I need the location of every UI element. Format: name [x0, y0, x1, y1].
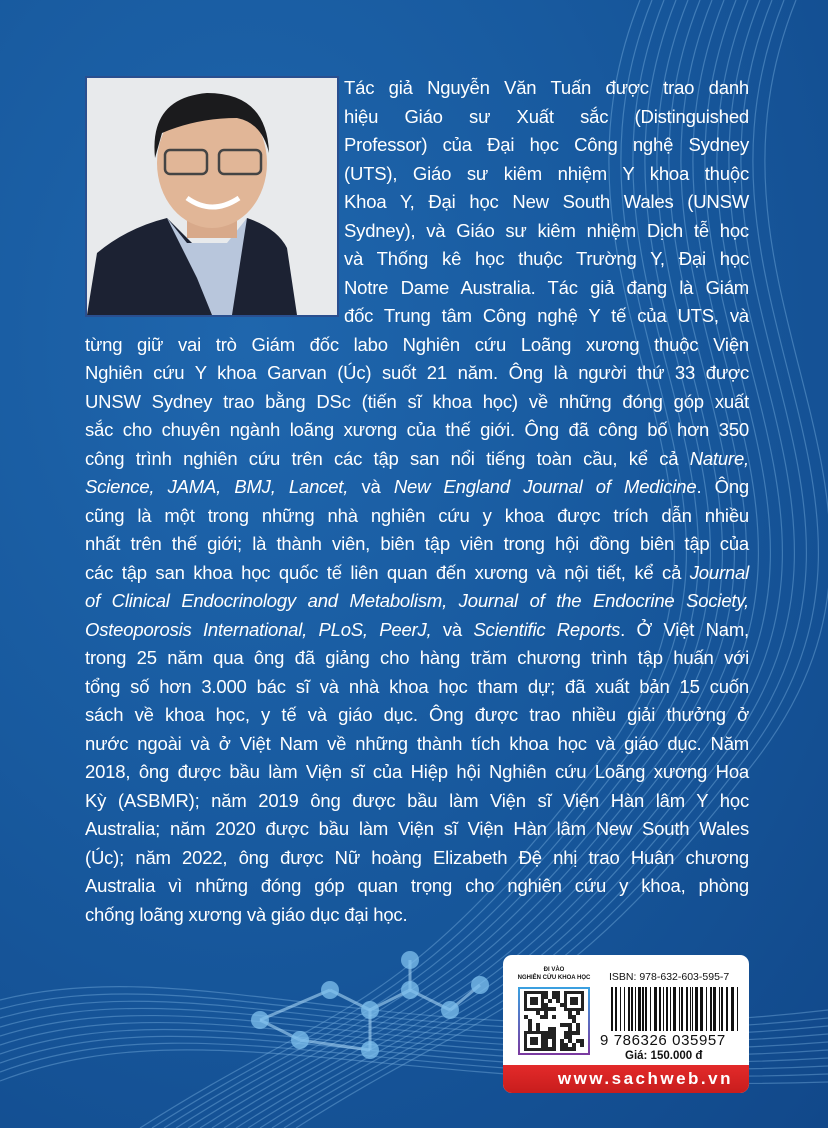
bio-text: sách về khoa học, y tế và giáo dục. Ông được trao nhiều giải thưởng ở [85, 704, 749, 725]
bio-line [85, 844, 749, 873]
bio-line [85, 730, 749, 759]
bio-line [85, 815, 749, 844]
molecule-node [361, 1041, 379, 1059]
bio-text: cũng là một trong những nhà nghiên cứu y khoa được trích dẫn nhiều [85, 504, 749, 526]
bio-text: đốc Trung tâm Công nghệ Y tế của UTS, và [344, 305, 749, 326]
bio-line [85, 787, 749, 816]
qr-caption [511, 966, 597, 982]
bio-line [344, 217, 749, 246]
qr-caption-line: NGHIÊN CỨU KHOA HỌC [517, 975, 591, 981]
isbn: ISBN: 978-632-603-595-7 [609, 971, 730, 983]
bio-text: Australia; năm 2020 được bầu làm Viện sĩ Viện Hàn lâm New South Wales [85, 818, 749, 839]
bio-text: Professor) của Đại học Công nghệ Sydney [344, 134, 749, 155]
bio-line [85, 331, 749, 360]
bio-italic-text: Nature, [689, 447, 749, 469]
bio-line [85, 872, 749, 901]
bio-text: nhất trên thế giới; là thành viên, biên tập viên trong hội đồng biên tập của [85, 533, 749, 554]
qr-code[interactable] [518, 987, 590, 1055]
bio-line [344, 274, 749, 303]
molecule-node [361, 1001, 379, 1019]
bio-line [344, 245, 749, 274]
bio-italic-text: Osteoporosis International, PLoS, PeerJ, [85, 618, 432, 640]
bio-line [85, 701, 749, 730]
bio-text: Khoa Y, Đại học New South Wales (UNSW [344, 191, 749, 212]
bio-line [85, 473, 749, 502]
molecule-node [251, 1011, 269, 1029]
bio-line [85, 673, 749, 702]
bio-text: 2018, ông được bầu làm Viện sĩ của Hiệp hội Nghiên cứu Loãng xương Hoa [85, 761, 749, 782]
barcode [611, 987, 741, 1031]
bio-line [85, 445, 749, 474]
bio-italic-text: Science, JAMA, BMJ, Lancet, [85, 476, 349, 497]
website-strip [503, 1065, 749, 1093]
bio-text: (Úc); năm 2022, ông được Nữ hoàng Elizabeth Đệ nhị trao Huân chương [85, 846, 749, 868]
website-link[interactable]: www.sachweb.vn [557, 1069, 733, 1088]
bio-text: Sydney), và Giáo sư kiêm nhiệm Dịch tễ học [344, 219, 749, 241]
bio-text: Tác giả Nguyễn Văn Tuấn được trao danh [344, 77, 749, 98]
bio-line [344, 188, 749, 217]
bio-text: sắc cho chuyên ngành loãng xương của thế giới. Ông đã công bố hơn 350 [85, 419, 749, 440]
bio-line [344, 160, 749, 189]
bio-text: từng giữ vai trò Giám đốc labo Nghiên cứu Loãng xương thuộc Viện [85, 333, 749, 355]
bio-line [344, 103, 749, 132]
bio-line [85, 388, 749, 417]
bio-text: chống loãng xương và giáo dục đại học. [85, 903, 408, 925]
molecule-node [471, 976, 489, 994]
bio-line [344, 302, 749, 331]
bio-line [85, 530, 749, 559]
molecule-node [291, 1031, 309, 1049]
bio-line [344, 74, 749, 103]
molecule-node [321, 981, 339, 999]
bio-line [85, 644, 749, 673]
bio-text: hiệu Giáo sư Xuất sắc (Distinguished [344, 105, 749, 127]
bio-text: Nghiên cứu Y khoa Garvan (Úc) suốt 21 năm. Ông là người thứ 33 được [85, 362, 749, 383]
bio-line [85, 587, 749, 616]
bio-line [85, 758, 749, 787]
bio-italic-text: New England Journal of Medicine [393, 476, 697, 497]
bio-text: và [431, 618, 474, 640]
molecule-node [441, 1001, 459, 1019]
molecule-node [401, 981, 419, 999]
bio-italic-text: Scientific Reports [473, 618, 621, 640]
price: Giá: 150.000 đ [625, 1050, 703, 1062]
molecule-node [401, 951, 419, 969]
bio-text: và [348, 476, 394, 497]
bio-text: UNSW Sydney trao bằng DSc (tiến sĩ khoa học) về những đóng góp xuất [85, 390, 749, 412]
bio-text: Kỳ (ASBMR); năm 2019 ông được bầu làm Viện sĩ Viện Hàn lâm Y học [85, 789, 749, 811]
qr-caption-line: ĐI VÀO [543, 967, 565, 973]
bio-text: công trình nghiên cứu trên các tập san nổi tiếng toàn cầu, kể cả [85, 447, 690, 469]
bio-text: . Ông [696, 476, 750, 497]
bio-line [85, 559, 749, 588]
bio-line [344, 131, 749, 160]
bio-text: Notre Dame Australia. Tác giả đang là Giám [344, 276, 749, 298]
bio-line [85, 359, 749, 388]
bio-text: (UTS), Giáo sư kiêm nhiệm Y khoa thuộc [344, 162, 749, 184]
bio-line [85, 901, 749, 930]
bio-line [85, 416, 749, 445]
bio-text: . Ở Việt Nam, [620, 618, 749, 640]
bio-text: và Thống kê học thuộc Trường Y, Đại học [344, 248, 749, 269]
price-barcode-label [503, 955, 749, 1093]
bio-text: Australia vì những đóng góp quan trọng cho nghiên cứu y khoa, phòng [85, 875, 749, 896]
bio-text: trong 25 năm qua ông đã giảng cho hàng trăm chương trình tập huấn với [85, 647, 749, 668]
bio-text: nước ngoài và ở Việt Nam về những thành tích khoa học và giáo dục. Năm [85, 732, 749, 754]
bio-italic-text: of Clinical Endocrinology and Metabolism, Journal of the Endocrine Society, [85, 590, 749, 611]
author-bio [85, 74, 749, 929]
bio-line [85, 616, 749, 645]
bio-text: các tập san khoa học quốc tế liên quan đến xương và nội tiết, kể cả [85, 561, 690, 583]
bio-italic-text: Journal [689, 561, 749, 583]
bio-line [85, 502, 749, 531]
bio-text: tổng số hơn 3.000 bác sĩ và nhà khoa học tham dự; đã xuất bản 15 cuốn [85, 675, 749, 697]
barcode-number: 9 786326 035957 [600, 1032, 726, 1049]
